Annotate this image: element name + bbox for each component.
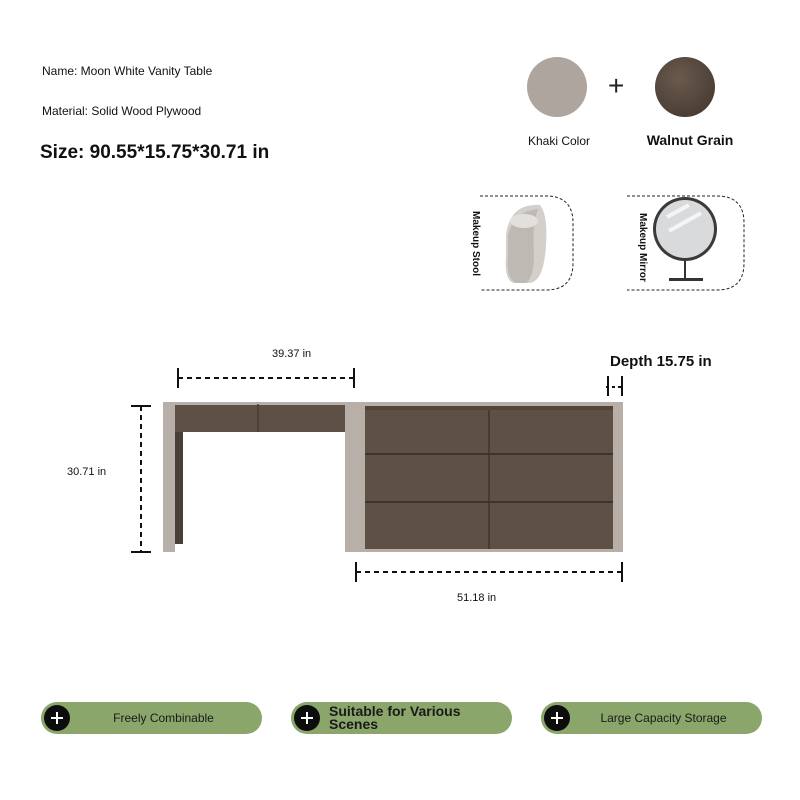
desk-top [175, 402, 345, 432]
depth-label: Depth 15.75 in [610, 353, 712, 370]
bottom-width-label: 51.18 in [457, 592, 497, 604]
product-material: Material: Solid Wood Plywood [42, 104, 202, 118]
height-label: 30.71 in [67, 466, 107, 478]
plus-icon [294, 705, 320, 731]
feature-various-scenes [291, 702, 512, 734]
stool-label: Makeup Stool [470, 211, 481, 277]
product-name: Name: Moon White Vanity Table [42, 64, 213, 78]
desk-left-leg [163, 402, 175, 552]
mirror-label: Makeup Mirror [637, 213, 648, 282]
product-size: Size: 90.55*15.75*30.71 in [40, 142, 270, 163]
feature-label: Large Capacity Storage [600, 711, 727, 725]
feature-label: Suitable for Various Scenes [329, 703, 461, 732]
plus-icon [544, 705, 570, 731]
walnut-label: Walnut Grain [646, 132, 734, 148]
feature-large-storage [541, 702, 762, 734]
plus-sign: + [608, 70, 625, 101]
feature-freely-combinable [41, 702, 262, 734]
feature-label: Freely Combinable [113, 711, 214, 725]
plus-icon [44, 705, 70, 731]
khaki-label: Khaki Color [527, 134, 591, 148]
top-width-label: 39.37 in [272, 348, 312, 360]
